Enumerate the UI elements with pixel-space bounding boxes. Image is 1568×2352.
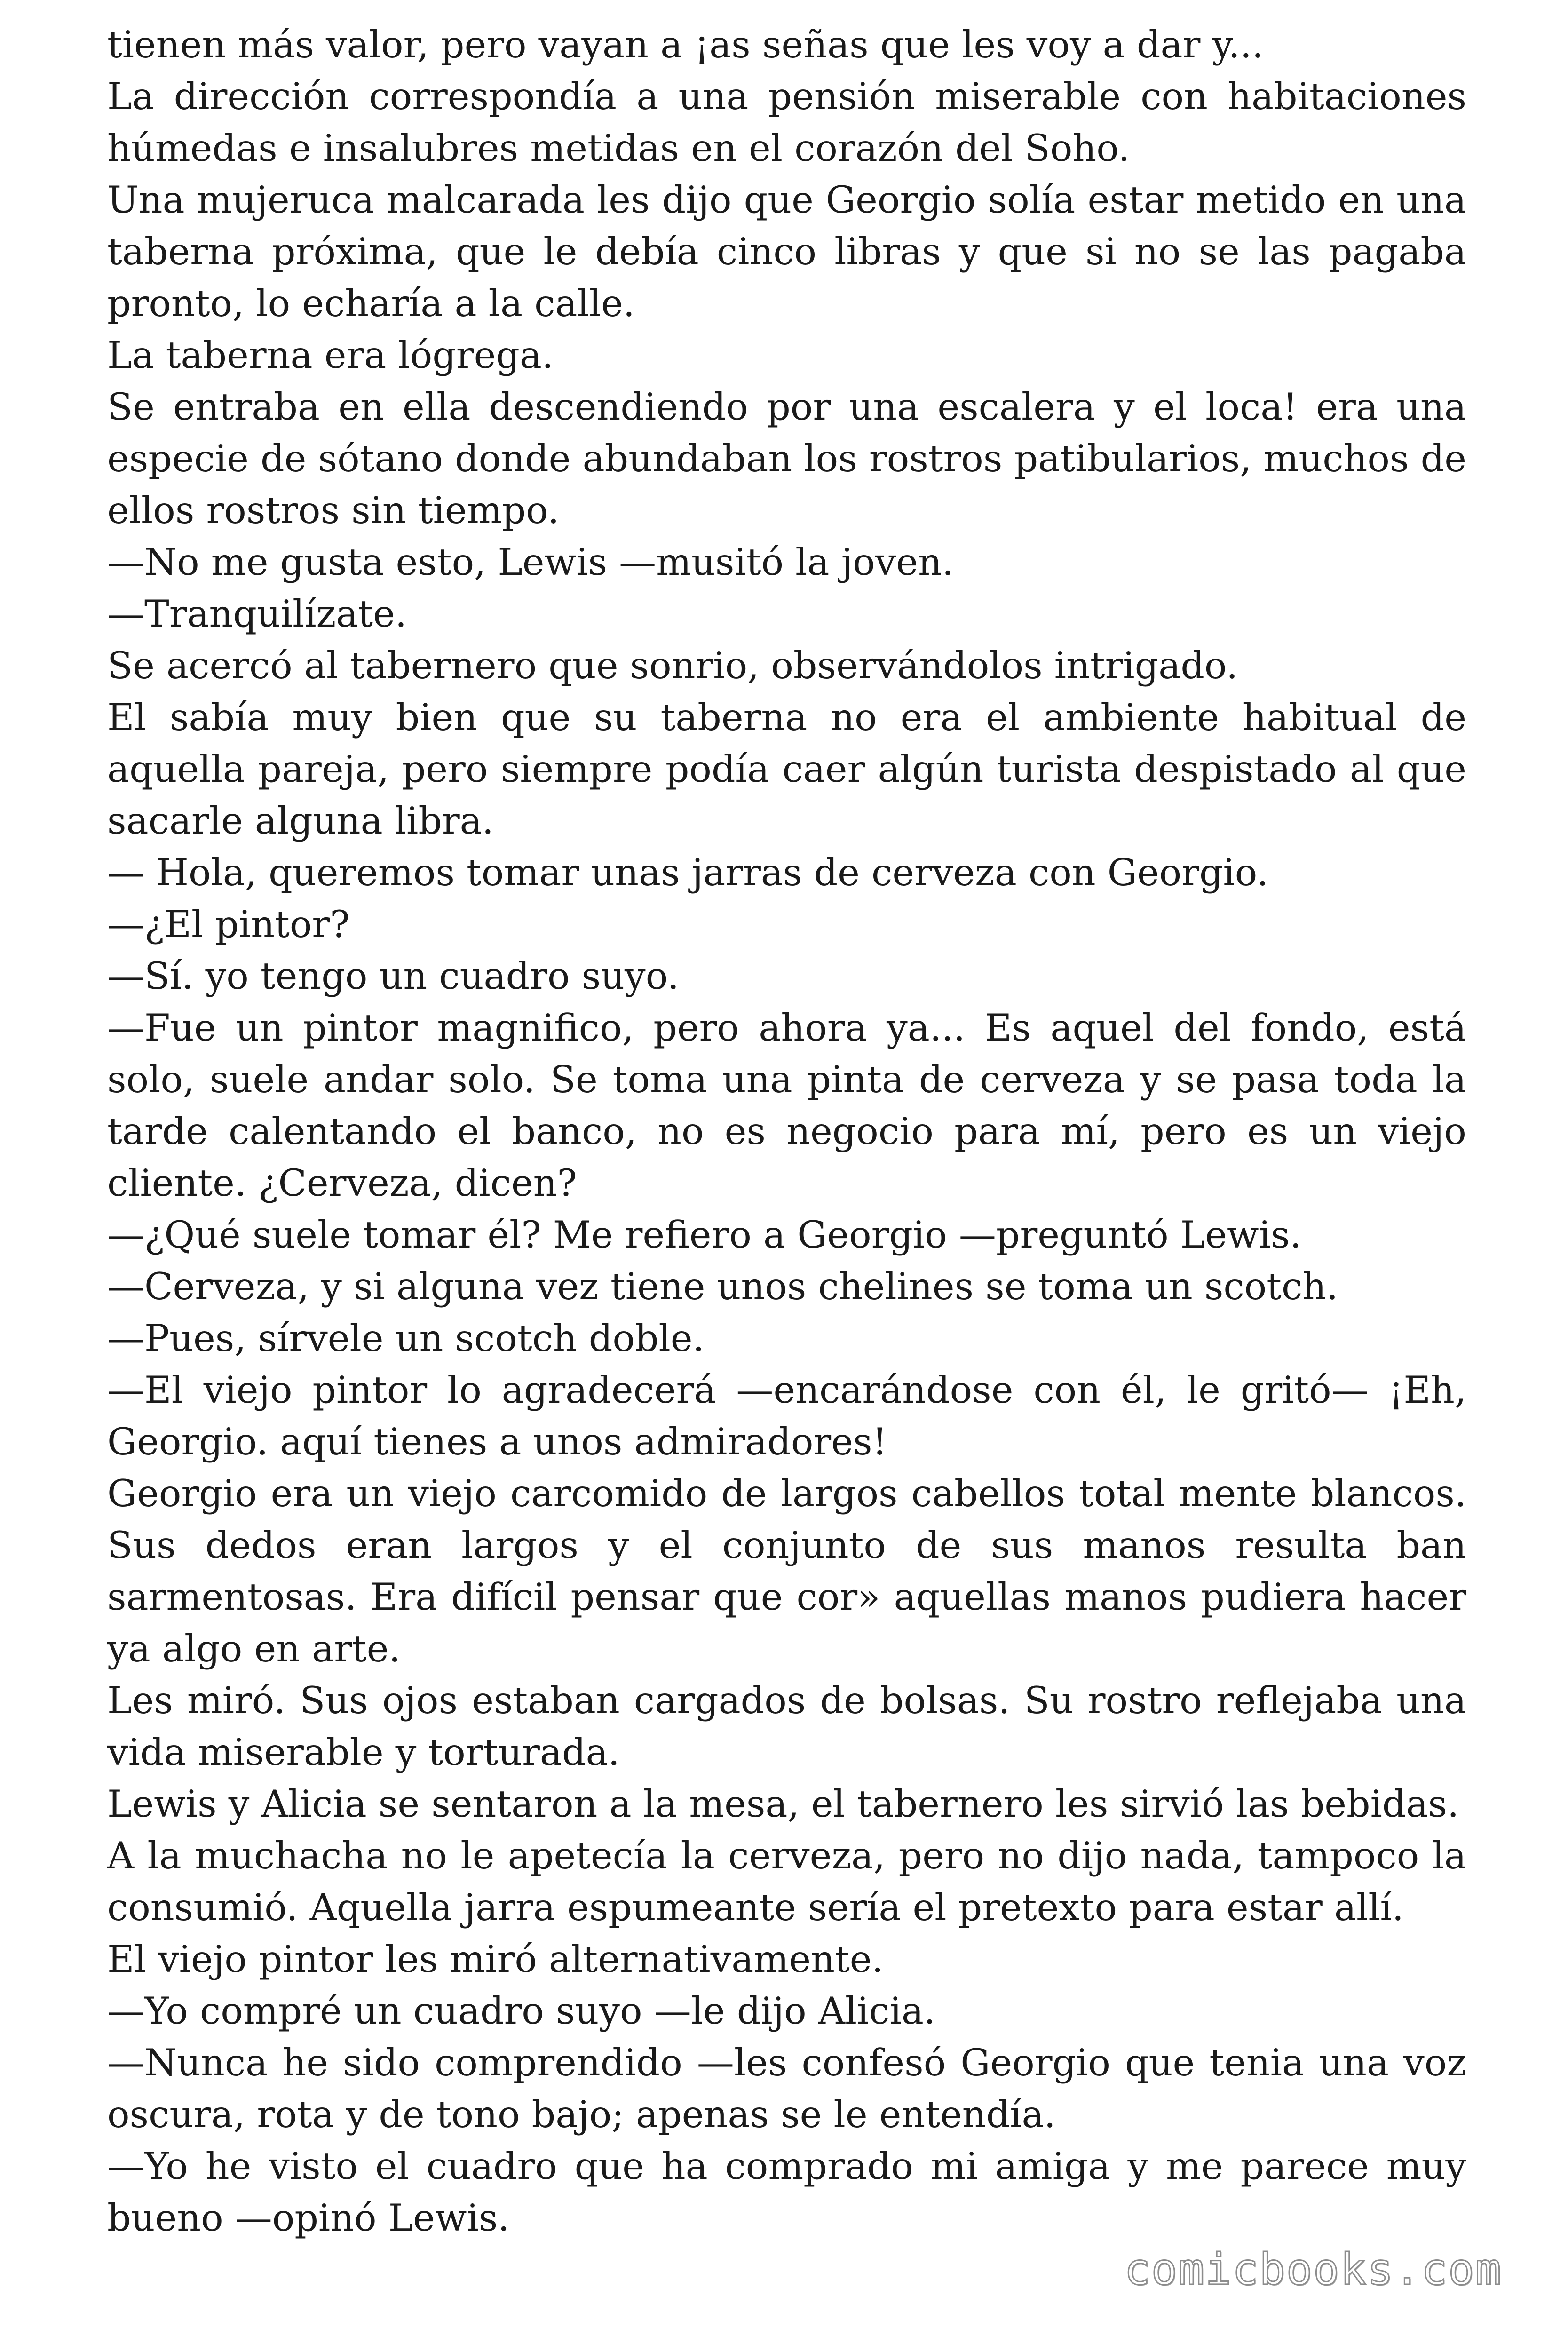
paragraph: —El viejo pintor lo agradecerá —encarándose con él, le gritó— ¡Eh, Georgio. aquí tienes a unos admiradores! [107,1368,1466,1463]
paragraph: Les miró. Sus ojos estaban cargados de bolsas. Su rostro reflejaba una vida miserable y torturada. [107,1679,1466,1774]
document-body [107,19,1466,2244]
watermark: comicbooks.com [1124,2244,1502,2295]
paragraph: — Hola, queremos tomar unas jarras de cerveza con Georgio. [107,851,1269,894]
paragraph: —Tranquilízate. [107,592,407,636]
paragraph: La taberna era lógrega. [107,334,554,377]
paragraph: tienen más valor, pero vayan a ¡as señas que les voy a dar y... [107,23,1264,66]
paragraph: —¿Qué suele tomar él? Me refiero a Georgio —preguntó Lewis. [107,1213,1302,1256]
paragraph: —Nunca he sido comprendido —les confesó Georgio que tenia una voz oscura, rota y de tono bajo; apenas se le entendía. [107,2041,1466,2136]
paragraph: —¿El pintor? [107,903,350,946]
paragraph: Se acercó al tabernero que sonrio, observándolos intrigado. [107,644,1238,687]
paragraph: El sabía muy bien que su taberna no era el ambiente habitual de aquella pareja, pero siempre podía caer algún turista despistado al que sacarle alguna libra. [107,696,1466,842]
paragraph: El viejo pintor les miró alternativamente. [107,1938,884,1981]
paragraph: —Fue un pintor magnifico, pero ahora ya... Es aquel del fondo, está solo, suele andar solo. Se toma una pinta de cerveza y se pasa toda la tarde calentando el banco, no es negocio para mí, pero es un viejo cliente. ¿Cerveza, dicen? [107,1006,1466,1205]
paragraph: —Yo compré un cuadro suyo —le dijo Alicia. [107,1989,936,2033]
paragraph: —Pues, sírvele un scotch doble. [107,1317,705,1360]
paragraph: —Yo he visto el cuadro que ha comprado mi amiga y me parece muy bueno —opinó Lewis. [107,2145,1466,2240]
paragraph: Georgio era un viejo carcomido de largos cabellos total mente blancos. Sus dedos eran largos y el conjunto de sus manos resulta ban sarmentosas. Era difícil pensar que cor» aquellas manos pudiera hacer ya algo en arte. [107,1472,1466,1670]
paragraph: La dirección correspondía a una pensión miserable con habitaciones húmedas e insalubres metidas en el corazón del Soho. [107,75,1466,170]
paragraph: Lewis y Alicia se sentaron a la mesa, el tabernero les sirvió las bebidas. [107,1782,1459,1826]
paragraph: —Sí. yo tengo un cuadro suyo. [107,954,679,998]
paragraph: —Cerveza, y si alguna vez tiene unos chelines se toma un scotch. [107,1265,1338,1308]
paragraph: Se entraba en ella descendiendo por una escalera y el loca! era una especie de sótano donde abundaban los rostros patibularios, muchos de ellos rostros sin tiempo. [107,385,1466,532]
paragraph: A la muchacha no le apetecía la cerveza, pero no dijo nada, tampoco la consumió. Aquella jarra espumeante sería el pretexto para estar allí. [107,1834,1466,1929]
paragraph: Una mujeruca malcarada les dijo que Georgio solía estar metido en una taberna próxima, que le debía cinco libras y que si no se las pagaba pronto, lo echaría a la calle. [107,178,1466,325]
paragraph: —No me gusta esto, Lewis —musitó la joven. [107,540,954,584]
